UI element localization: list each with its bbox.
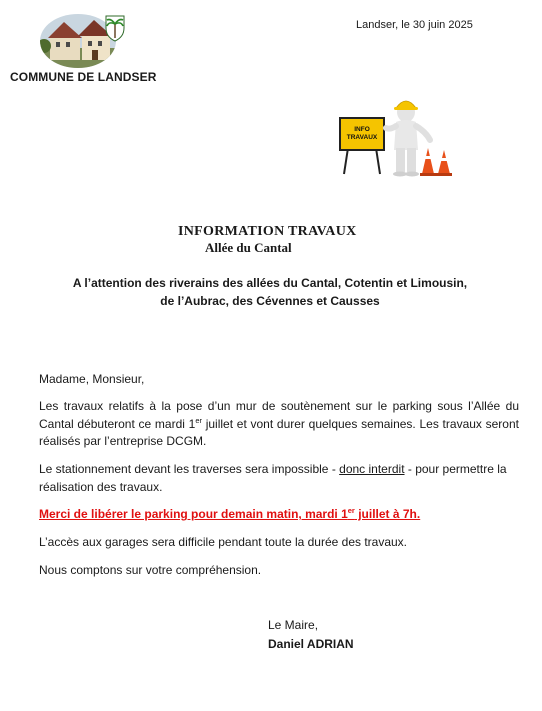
- sign-text-info: INFO: [354, 126, 370, 133]
- notice-subtitle: Allée du Cantal: [205, 240, 292, 255]
- paragraph-works: [39, 398, 519, 451]
- svg-text:TRAVAUX: TRAVAUX: [346, 134, 378, 141]
- paragraph-parking-b: - pour permettre la réalisation des travaux.: [39, 462, 507, 494]
- forbidden-emphasis: donc interdit: [339, 462, 405, 476]
- paragraph-parking-a: Le stationnement devant les traverses sera impossible -: [39, 462, 340, 476]
- greeting: Madame, Monsieur,: [39, 372, 145, 386]
- alert-a: Merci de libérer le parking pour demain matin, mardi 1: [39, 507, 348, 521]
- alert-paragraph: [39, 506, 519, 524]
- paragraph-garages: L’accès aux garages sera difficile pendant toute la durée des travaux.: [39, 535, 408, 549]
- attention-line-2: de l’Aubrac, des Cévennes et Causses: [160, 294, 380, 308]
- alert-ordinal-suffix: er: [347, 506, 355, 515]
- ordinal-suffix: er: [195, 415, 202, 425]
- commune-logo-icon: [38, 12, 126, 68]
- attention-line-1: A l’attention des riverains des allées du Cantal, Cotentin et Limousin,: [72, 276, 468, 290]
- paragraph-closing: Nous comptons sur votre compréhension.: [39, 563, 262, 577]
- commune-name: COMMUNE DE LANDSER: [10, 70, 157, 84]
- date-line: Landser, le 30 juin 2025: [356, 19, 473, 31]
- info-travaux-worker-icon: [336, 86, 458, 180]
- notice-title: INFORMATION TRAVAUX: [178, 224, 357, 239]
- paragraph-works-b: juillet et vont durer quelques semaines. Les travaux seront réalisés par l’entreprise DCGM.: [39, 416, 519, 448]
- alert-b: juillet à 7h.: [354, 507, 421, 521]
- paragraph-works-a: Les travaux relatifs à la pose d’un mur de soutènement sur le parking sous l’Allée du Cantal débuteront ce mardi 1: [39, 399, 519, 431]
- signature-name: Daniel ADRIAN: [268, 637, 354, 651]
- paragraph-parking: [39, 461, 519, 496]
- signature-role: Le Maire,: [268, 618, 319, 632]
